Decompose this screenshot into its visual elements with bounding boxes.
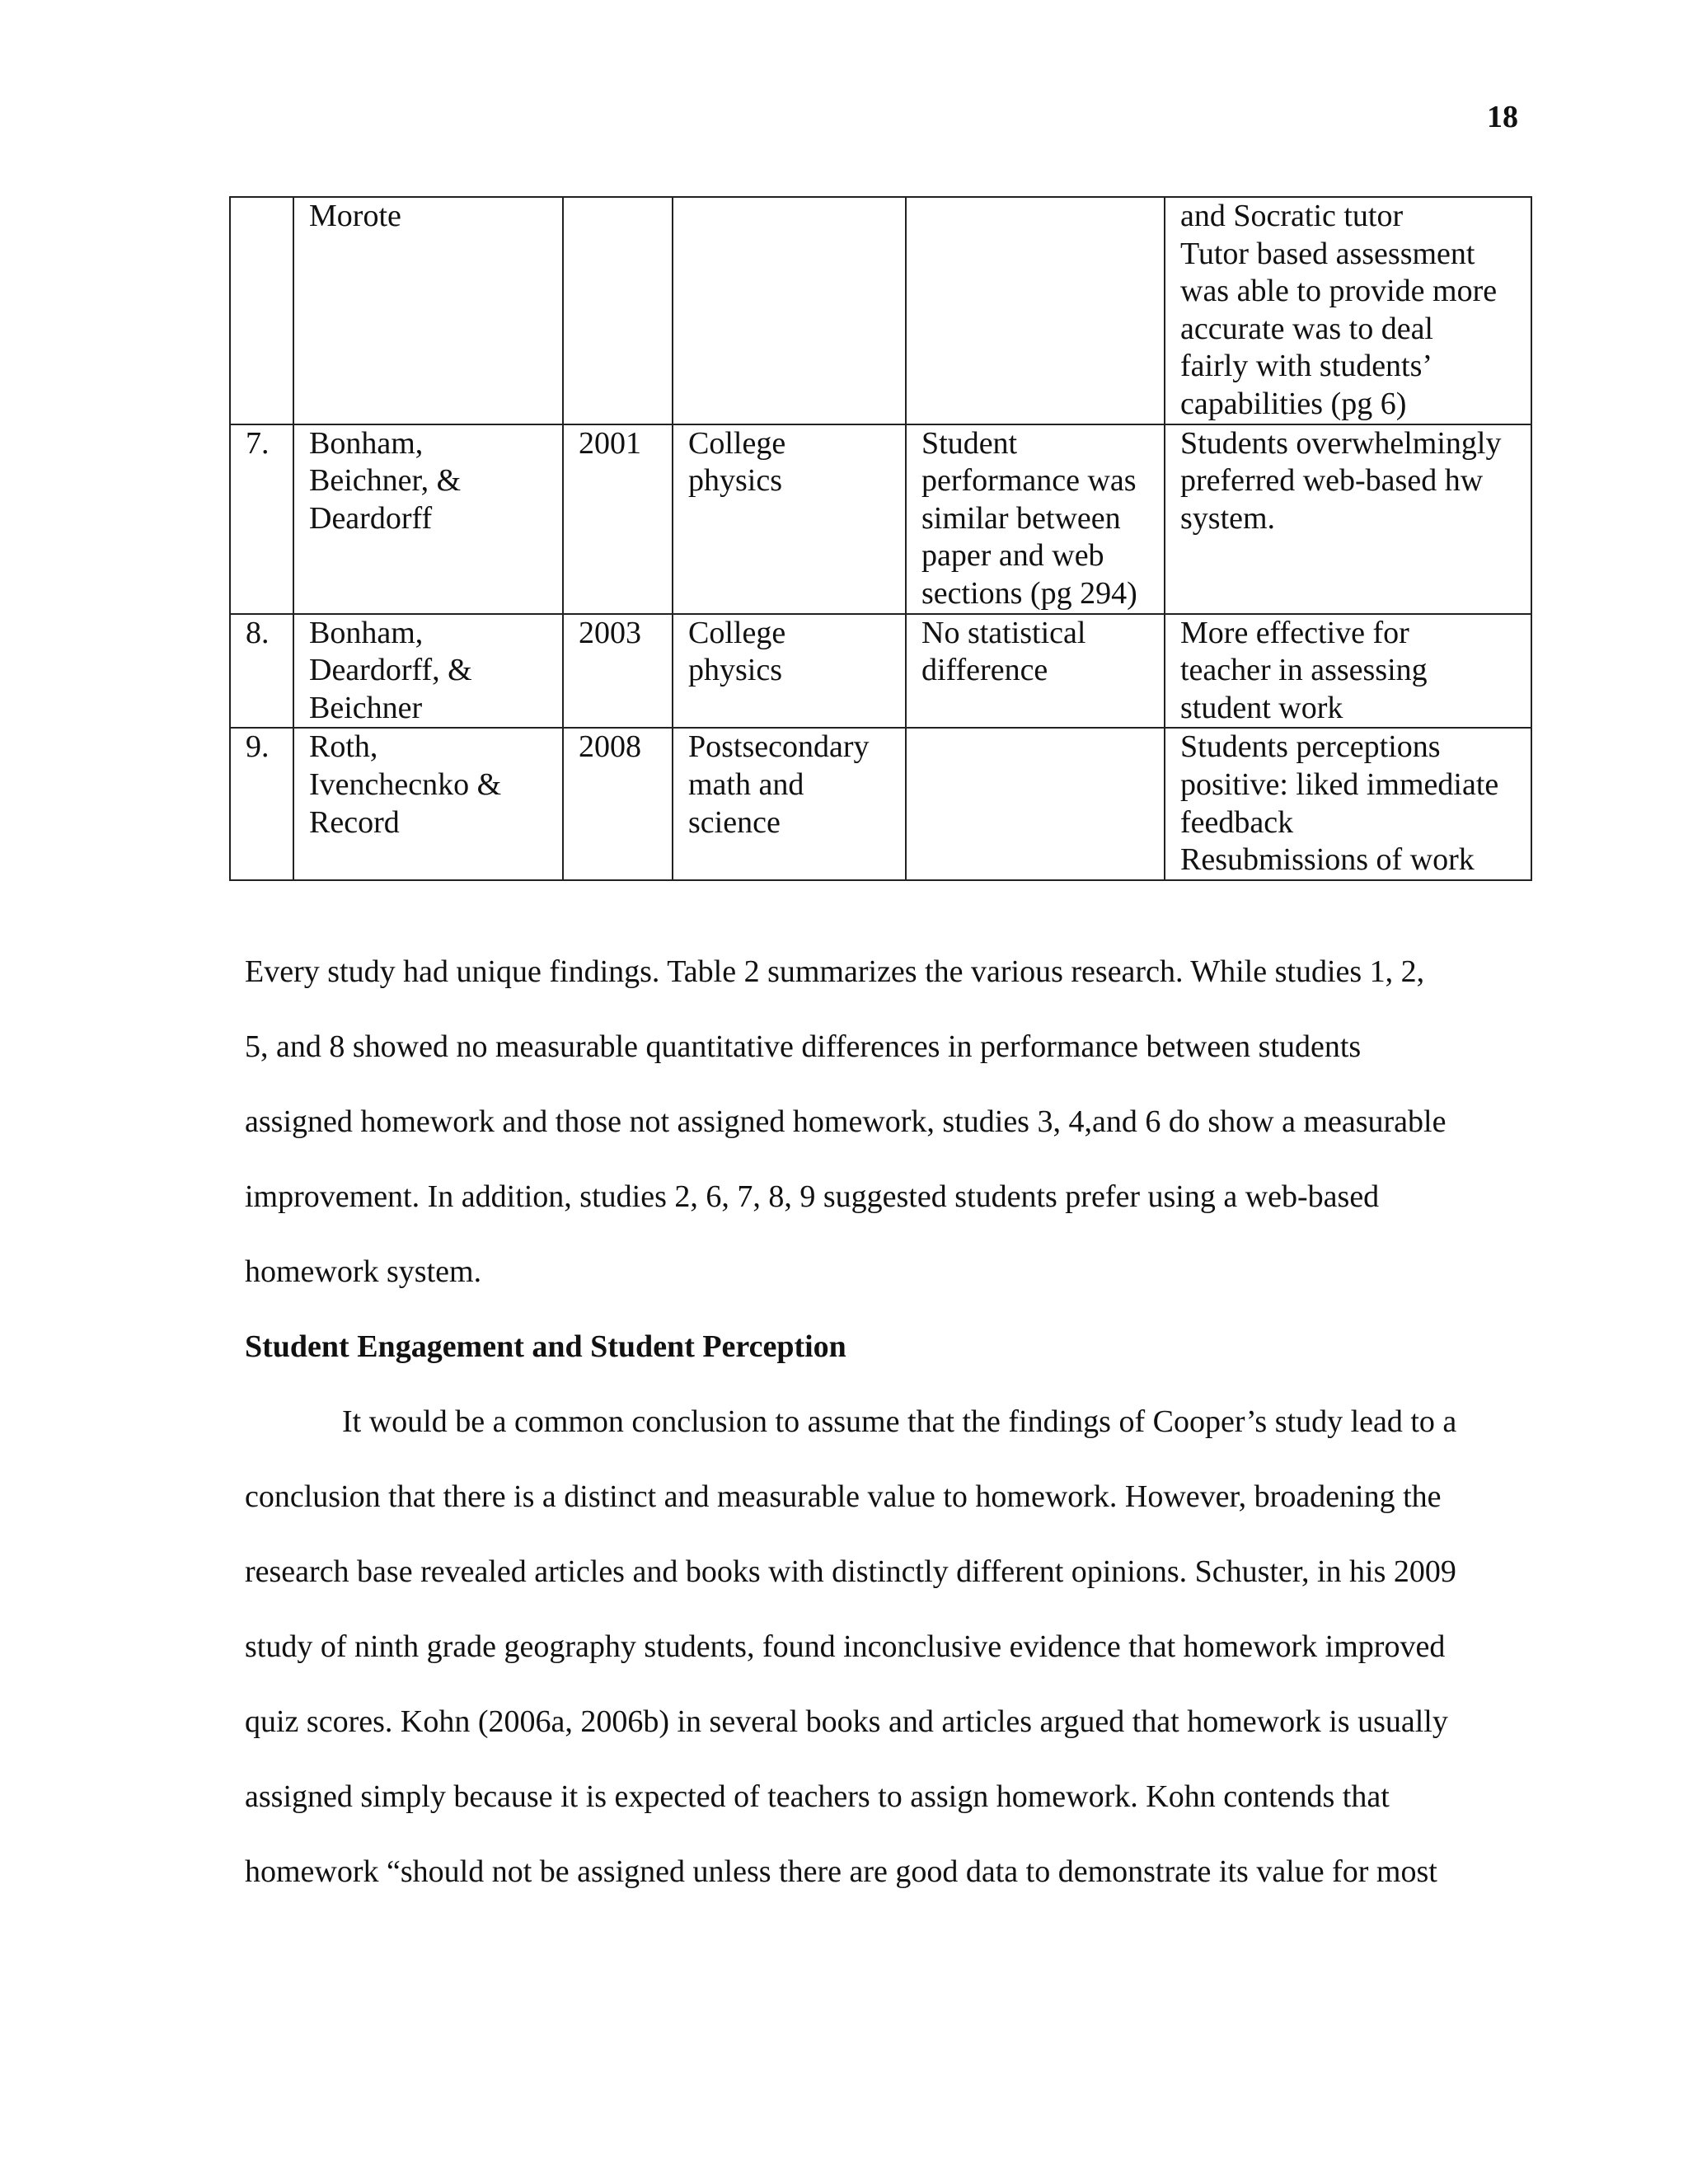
research-summary-table	[229, 196, 1532, 881]
year-cell: 2003	[563, 614, 673, 729]
text-line: research base revealed articles and books with distinctly different opinions. Schuster, in his 2009	[245, 1554, 1456, 1589]
findings-cell: and Socratic tutor Tutor based assessment was able to provide more accurate was to deal fairly with students’ capabilities (pg 6)	[1165, 197, 1531, 424]
text-line: improvement. In addition, studies 2, 6, 7, 8, 9 suggested students prefer using a web-based	[245, 1179, 1380, 1214]
author-cell: Bonham, Deardorff, & Beichner	[293, 614, 563, 729]
subject-cell	[673, 197, 906, 424]
study-number-cell	[230, 197, 293, 424]
page-number: 18	[1487, 100, 1518, 134]
subject-cell: College physics	[673, 424, 906, 614]
performance-cell	[906, 728, 1165, 879]
text-line: homework system.	[245, 1254, 482, 1289]
year-cell: 2001	[563, 424, 673, 614]
performance-cell: No statistical difference	[906, 614, 1165, 729]
text-line: quiz scores. Kohn (2006a, 2006b) in several books and articles argued that homework is usually	[245, 1704, 1448, 1739]
text-line: It would be a common conclusion to assume that the findings of Cooper’s study lead to a	[342, 1404, 1457, 1439]
performance-cell	[906, 197, 1165, 424]
subject-cell: Postsecondary math and science	[673, 728, 906, 879]
table-row	[230, 424, 1531, 614]
text-line: conclusion that there is a distinct and measurable value to homework. However, broadening the	[245, 1479, 1442, 1514]
subject-cell: College physics	[673, 614, 906, 729]
author-cell: Roth, Ivenchecnko & Record	[293, 728, 563, 879]
text-line: 5, and 8 showed no measurable quantitative differences in performance between students	[245, 1029, 1362, 1064]
year-cell	[563, 197, 673, 424]
findings-cell: Students perceptions positive: liked immediate feedback Resubmissions of work	[1165, 728, 1531, 879]
author-cell: Bonham, Beichner, & Deardorff	[293, 424, 563, 614]
author-cell: Morote	[293, 197, 563, 424]
study-number-cell: 7.	[230, 424, 293, 614]
section-heading: Student Engagement and Student Perception	[245, 1329, 846, 1364]
performance-cell: Student performance was similar between paper and web sections (pg 294)	[906, 424, 1165, 614]
findings-cell: More effective for teacher in assessing student work	[1165, 614, 1531, 729]
findings-cell: Students overwhelmingly preferred web-based hw system.	[1165, 424, 1531, 614]
text-line: Every study had unique findings. Table 2 summarizes the various research. While studies 1, 2,	[245, 954, 1425, 989]
text-line: homework “should not be assigned unless there are good data to demonstrate its value for most	[245, 1854, 1437, 1889]
table-row	[230, 614, 1531, 729]
study-number-cell: 9.	[230, 728, 293, 879]
table-row	[230, 728, 1531, 879]
text-line: assigned simply because it is expected of teachers to assign homework. Kohn contends that	[245, 1779, 1390, 1814]
text-line: assigned homework and those not assigned homework, studies 3, 4,and 6 do show a measurable	[245, 1104, 1447, 1139]
table-row	[230, 197, 1531, 424]
summary-paragraph	[245, 935, 1522, 1910]
year-cell: 2008	[563, 728, 673, 879]
text-line: study of ninth grade geography students, found inconclusive evidence that homework improved	[245, 1629, 1446, 1664]
study-number-cell: 8.	[230, 614, 293, 729]
